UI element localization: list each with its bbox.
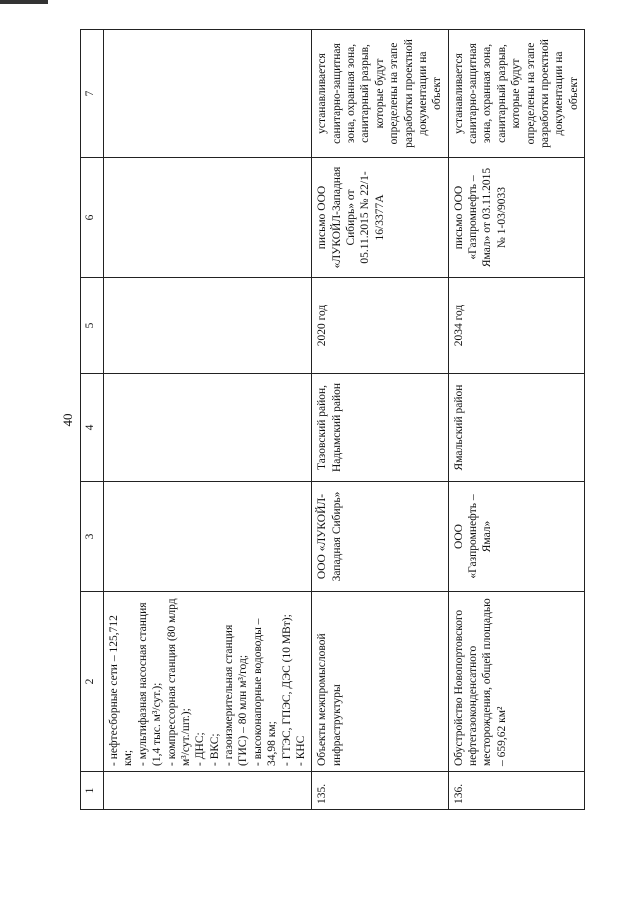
year-cell: [104, 278, 312, 374]
document-cell: письмо ООО «Газпромнефть – Ямал» от 03.11.2015 № 1-03/9033: [448, 158, 584, 278]
column-header: 3: [81, 482, 104, 592]
owner-cell: ООО «Газпромнефть – Ямал»: [448, 482, 584, 592]
column-header: 5: [81, 278, 104, 374]
list-item: - КНС: [294, 735, 307, 766]
list-item: - ДНС;: [194, 732, 207, 766]
row-number-cell: 136.: [448, 772, 584, 810]
column-header: 6: [81, 158, 104, 278]
object-cell: Обустройство Новопортовского нефтегазоконденсатного месторождения, общей площадью – 659,62 км²: [448, 592, 584, 772]
year-cell: 2020 год: [312, 278, 448, 374]
column-header: 7: [81, 30, 104, 158]
zone-cell: [104, 30, 312, 158]
list-item: - компрессорная станция (80 млрд м³/сут./шт.);: [165, 598, 192, 766]
column-header: 4: [81, 374, 104, 482]
object-cell: Объекты межпромысловой инфраструктуры: [312, 592, 448, 772]
facility-list: [107, 597, 308, 766]
list-item: - газоизмерительная станция (ГИС) – 80 млн м³/год;: [223, 624, 250, 766]
rotated-page: [60, 30, 580, 810]
object-cell: [104, 592, 312, 772]
zone-cell: устанавливается санитарно-защитная зона, охранная зона, санитарный разрыв, которые будут определены на этапе разработки проектной документации на объект: [448, 30, 584, 158]
column-number-row: [81, 30, 104, 810]
list-item: - ВКС;: [208, 733, 221, 766]
page-number: 40: [60, 413, 75, 427]
top-edge-mark: [0, 0, 48, 4]
table-row: [104, 30, 312, 810]
list-item: - мультифазная насосная станция (1,4 тыс. м³/сут.);: [136, 602, 164, 766]
row-number-cell: 135.: [312, 772, 448, 810]
table-row: [448, 30, 584, 810]
owner-cell: [104, 482, 312, 592]
owner-cell: ООО «ЛУКОЙЛ-Западная Сибирь»: [312, 482, 448, 592]
year-cell: 2034 год: [448, 278, 584, 374]
table-row: [312, 30, 448, 810]
column-header: 1: [81, 772, 104, 810]
row-number-cell: [104, 772, 312, 810]
list-item: - ГТЭС, ГПЭС, ДЭС (10 МВт);: [280, 614, 293, 766]
column-header: 2: [81, 592, 104, 772]
district-cell: [104, 374, 312, 482]
document-cell: письмо ООО «ЛУКОЙЛ-Западная Сибирь» от 05.11.2015 № 22/1-16/3377А: [312, 158, 448, 278]
district-cell: Ямальский район: [448, 374, 584, 482]
zone-cell: устанавливается санитарно-защитная зона, охранная зона, санитарный разрыв, которые будут определены на этапе разработки проектной документации на объект: [312, 30, 448, 158]
document-cell: [104, 158, 312, 278]
list-item: - нефтесборные сети – 125,712 км;: [108, 615, 135, 766]
objects-table: [80, 29, 585, 810]
district-cell: Тазовский район, Надымский район: [312, 374, 448, 482]
list-item: - высоконапорные водоводы – 34,98 км;: [251, 618, 279, 766]
